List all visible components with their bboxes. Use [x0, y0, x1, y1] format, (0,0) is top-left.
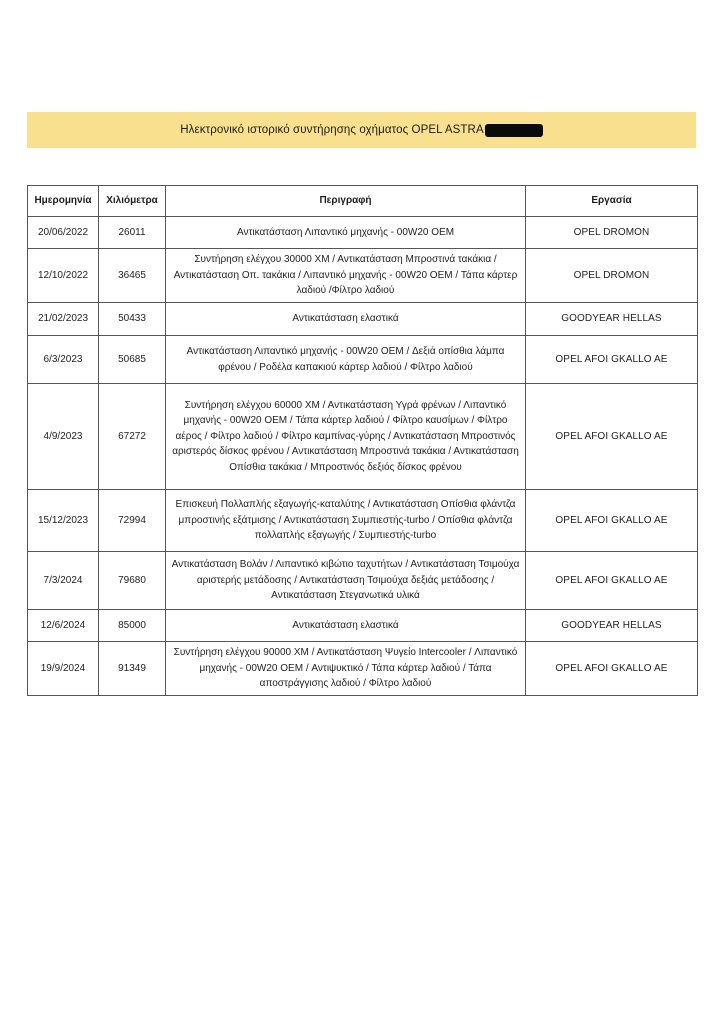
- cell-km: 85000: [99, 610, 166, 642]
- table-header-row: [28, 186, 698, 217]
- cell-date: 20/06/2022: [28, 217, 99, 249]
- cell-workshop: OPEL DROMON: [526, 217, 698, 249]
- redacted-plate-box: [485, 124, 543, 137]
- column-header-description: Περιγραφή: [166, 186, 526, 217]
- cell-date: 12/10/2022: [28, 249, 99, 303]
- cell-date: 21/02/2023: [28, 303, 99, 336]
- cell-description: Αντικατάσταση Βολάν / Λιπαντικό κιβώτιο ταχυτήτων / Αντικατάσταση Τσιμούχα αριστερής μετάδοσης / Αντικατάσταση Τσιμούχα δεξιάς μετάδοσης / Αντικατάσταση Στεγανωτικά υλικά: [166, 552, 526, 610]
- cell-date: 12/6/2024: [28, 610, 99, 642]
- maintenance-history-table: [27, 185, 698, 696]
- cell-workshop: OPEL AFOI GKALLO AE: [526, 642, 698, 696]
- table-row: [28, 303, 698, 336]
- cell-date: 4/9/2023: [28, 384, 99, 490]
- cell-description: Αντικατάσταση ελαστικά: [166, 610, 526, 642]
- column-header-date: Ημερομηνία: [28, 186, 99, 217]
- cell-date: 15/12/2023: [28, 490, 99, 552]
- cell-km: 91349: [99, 642, 166, 696]
- table-row: [28, 217, 698, 249]
- cell-description: Συντήρηση ελέγχου 90000 ΧΜ / Αντικατάσταση Ψυγείο Intercooler / Λιπαντικό μηχανής - 00W20 OEM / Αντιψυκτικό / Τάπα κάρτερ λαδιού / Τάπα αποστράγγισης λαδιού / Φίλτρο λαδιού: [166, 642, 526, 696]
- cell-date: 6/3/2023: [28, 336, 99, 384]
- column-header-workshop: Εργασία: [526, 186, 698, 217]
- document-title-banner: [27, 112, 696, 148]
- cell-workshop: OPEL AFOI GKALLO AE: [526, 384, 698, 490]
- cell-description: Αντικατάσταση ελαστικά: [166, 303, 526, 336]
- cell-description: Συντήρηση ελέγχου 60000 ΧΜ / Αντικατάσταση Υγρά φρένων / Λιπαντικό μηχανής - 00W20 OEM / Τάπα κάρτερ λαδιού / Φίλτρο καυσίμων / Φίλτρο αέρος / Φίλτρο λαδιού / Φίλτρο καμπίνας-γύρης / Αντικατάσταση Μπροστινός αριστερός δίσκος φρένου / Αντικατάσταση Μπροστινά τακάκια / Αντικατάσταση Οπίσθια τακάκια / Μπροστινός δεξιός δίσκος φρένου: [166, 384, 526, 490]
- table-row: [28, 384, 698, 490]
- document-title: Ηλεκτρονικό ιστορικό συντήρησης οχήματος OPEL ASTRA: [180, 124, 484, 136]
- cell-km: 50685: [99, 336, 166, 384]
- cell-workshop: OPEL AFOI GKALLO AE: [526, 490, 698, 552]
- cell-description: Αντικατάσταση Λιπαντικό μηχανής - 00W20 OEM / Δεξιά οπίσθια λάμπα φρένου / Ροδέλα καπακιού κάρτερ λαδιού / Φίλτρο λαδιού: [166, 336, 526, 384]
- column-header-km: Χιλιόμετρα: [99, 186, 166, 217]
- cell-km: 72994: [99, 490, 166, 552]
- cell-workshop: OPEL AFOI GKALLO AE: [526, 336, 698, 384]
- document-title-wrap: [180, 124, 542, 137]
- cell-description: Αντικατάσταση Λιπαντικό μηχανής - 00W20 OEM: [166, 217, 526, 249]
- cell-km: 26011: [99, 217, 166, 249]
- cell-workshop: GOODYEAR HELLAS: [526, 303, 698, 336]
- cell-km: 36465: [99, 249, 166, 303]
- table-row: [28, 610, 698, 642]
- cell-workshop: OPEL DROMON: [526, 249, 698, 303]
- cell-km: 67272: [99, 384, 166, 490]
- cell-description: Συντήρηση ελέγχου 30000 ΧΜ / Αντικατάσταση Μπροστινά τακάκια / Αντικατάσταση Οπ. τακάκια / Λιπαντικό μηχανής - 00W20 OEM / Τάπα κάρτερ λαδιού /Φίλτρο λαδιού: [166, 249, 526, 303]
- cell-date: 19/9/2024: [28, 642, 99, 696]
- table-row: [28, 336, 698, 384]
- table-row: [28, 249, 698, 303]
- table-row: [28, 552, 698, 610]
- table-row: [28, 642, 698, 696]
- cell-date: 7/3/2024: [28, 552, 99, 610]
- cell-description: Επισκευή Πολλαπλής εξαγωγής-καταλύτης / Αντικατάσταση Οπίσθια φλάντζα μπροστινής εξάτμισης / Αντικατάσταση Συμπιεστής-turbo / Οπίσθια φλάντζα πολλαπλής εξαγωγής / Συμπιεστής-turbo: [166, 490, 526, 552]
- cell-km: 50433: [99, 303, 166, 336]
- cell-workshop: GOODYEAR HELLAS: [526, 610, 698, 642]
- cell-km: 79680: [99, 552, 166, 610]
- cell-workshop: OPEL AFOI GKALLO AE: [526, 552, 698, 610]
- table-row: [28, 490, 698, 552]
